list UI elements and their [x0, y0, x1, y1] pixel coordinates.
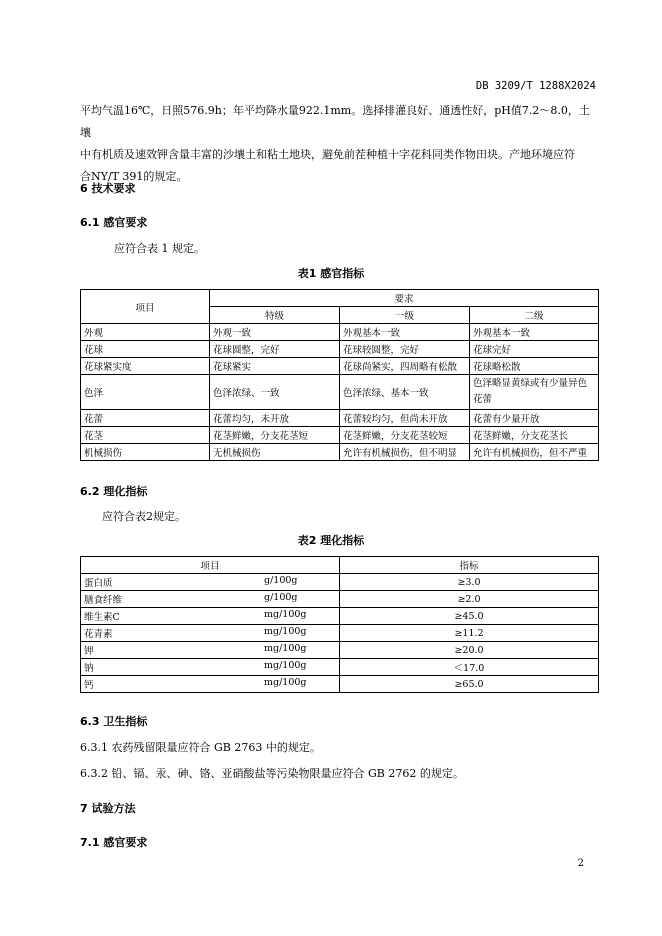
- intro-line: 合NY/T 391的规定。: [80, 170, 188, 183]
- grade-2-cell: 外观基本一致: [470, 324, 599, 341]
- indicator-unit: g/100g: [264, 575, 298, 586]
- table-row: [81, 341, 599, 358]
- indicator-value: ≥3.0: [340, 574, 599, 591]
- header-requirement: 要求: [210, 290, 599, 307]
- indicator-name: 膳食纤维: [84, 595, 123, 606]
- grade-1-cell: 外观基本一致: [340, 324, 470, 341]
- section-7-heading: 7 试验方法: [80, 802, 136, 815]
- grade-special-cell: 色泽浓绿、一致: [210, 375, 340, 410]
- grade-special-cell: 花球紧实: [210, 358, 340, 375]
- document-code: DB 3209/T 1288X2024: [475, 80, 596, 92]
- indicator-value: ≥11.2: [340, 625, 599, 642]
- grade-2-cell: 花球完好: [470, 341, 599, 358]
- sensory-table: [80, 289, 599, 461]
- row-item: 花球: [81, 341, 210, 358]
- indicator-unit: mg/100g: [264, 660, 307, 671]
- table-2-caption: 表2 理化指标: [297, 534, 365, 547]
- grade-1-cell: 花球较圆整，完好: [340, 341, 470, 358]
- indicator-unit: mg/100g: [264, 626, 307, 637]
- indicator-value: ≥2.0: [340, 591, 599, 608]
- indicator-name: 蛋白质: [84, 578, 113, 589]
- grade-special-cell: 花茎鲜嫩，分支花茎短: [210, 427, 340, 444]
- intro-line: 中有机质及速效钾含量丰富的沙壤土和粘土地块，避免前茬种植十字花科同类作物田块。产地环境应符: [80, 148, 575, 161]
- section-6-2-heading: 6.2 理化指标: [80, 485, 148, 498]
- table-row: [81, 659, 599, 676]
- grade-2-cell: 色泽略显黄绿或有少量异色花蕾: [470, 375, 599, 410]
- grade-2-cell: 花蕾有少量开放: [470, 410, 599, 427]
- table-row: [81, 427, 599, 444]
- clause-6-3-1: 6.3.1 农药残留限量应符合 GB 2763 中的规定。: [80, 741, 321, 754]
- table-row: [81, 444, 599, 461]
- grade-1-cell: 花蕾较均匀，但尚未开放: [340, 410, 470, 427]
- indicator-name: 钠: [84, 663, 94, 674]
- indicator-value: ≥20.0: [340, 642, 599, 659]
- indicator-value: ≥45.0: [340, 608, 599, 625]
- physicochemical-table: [80, 556, 599, 693]
- row-item: 色泽: [81, 375, 210, 410]
- indicator-value: ≥65.0: [340, 676, 599, 693]
- grade-1-cell: 花球尚紧实，四周略有松散: [340, 358, 470, 375]
- table-row: [81, 375, 599, 410]
- page-number: 2: [577, 858, 584, 869]
- grade-special-cell: 无机械损伤: [210, 444, 340, 461]
- indicator-unit: mg/100g: [264, 643, 307, 654]
- row-item: 外观: [81, 324, 210, 341]
- indicator-value: ＜17.0: [340, 659, 599, 676]
- grade-1-cell: 允许有机械损伤，但不明显: [340, 444, 470, 461]
- header-grade-1: 一级: [340, 307, 470, 324]
- indicator-name: 钾: [84, 646, 94, 657]
- indicator-unit: g/100g: [264, 592, 298, 603]
- table-row: [81, 574, 599, 591]
- section-6-1-text: 应符合表 1 规定。: [114, 242, 205, 255]
- intro-paragraph: [80, 100, 600, 188]
- grade-2-cell: 花茎鲜嫩，分支花茎长: [470, 427, 599, 444]
- table-row: [81, 324, 599, 341]
- clause-6-3-2: 6.3.2 铅、镉、汞、砷、铬、亚硝酸盐等污染物限量应符合 GB 2762 的规定。: [80, 767, 464, 780]
- grade-special-cell: 花蕾均匀，未开放: [210, 410, 340, 427]
- indicator-name: 花青素: [84, 629, 113, 640]
- row-item: 机械损伤: [81, 444, 210, 461]
- grade-2-cell: 允许有机械损伤，但不严重: [470, 444, 599, 461]
- section-6-heading: 6 技术要求: [80, 182, 136, 195]
- table-row: [81, 676, 599, 693]
- row-item: 花茎: [81, 427, 210, 444]
- indicator-unit: mg/100g: [264, 609, 307, 620]
- table-1-caption: 表1 感官指标: [297, 267, 365, 280]
- indicator-name: 钙: [84, 680, 94, 691]
- table-row: [81, 642, 599, 659]
- section-6-1-heading: 6.1 感官要求: [80, 216, 148, 229]
- grade-1-cell: 花茎鲜嫩，分支花茎较短: [340, 427, 470, 444]
- header-grade-special: 特级: [210, 307, 340, 324]
- grade-1-cell: 色泽浓绿、基本一致: [340, 375, 470, 410]
- table-row: [81, 410, 599, 427]
- section-7-1-heading: 7.1 感官要求: [80, 836, 148, 849]
- intro-line: 平均气温16℃，日照576.9h；年平均降水量922.1mm。选择排灌良好、通透性好，pH值7.2～8.0，土壤: [80, 104, 590, 139]
- table-row: [81, 591, 599, 608]
- header-value: 指标: [340, 557, 599, 574]
- grade-special-cell: 花球圆整，完好: [210, 341, 340, 358]
- section-6-3-heading: 6.3 卫生指标: [80, 715, 148, 728]
- indicator-name: 维生素C: [84, 612, 120, 623]
- grade-2-cell: 花球略松散: [470, 358, 599, 375]
- header-item: 项目: [81, 557, 340, 574]
- table-row: [81, 608, 599, 625]
- row-item: 花球紧实度: [81, 358, 210, 375]
- indicator-unit: mg/100g: [264, 677, 307, 688]
- section-6-2-text: 应符合表2规定。: [102, 510, 186, 523]
- table-row: [81, 625, 599, 642]
- header-grade-2: 二级: [470, 307, 599, 324]
- grade-special-cell: 外观一致: [210, 324, 340, 341]
- header-item: 项目: [81, 290, 210, 324]
- table-row: [81, 358, 599, 375]
- row-item: 花蕾: [81, 410, 210, 427]
